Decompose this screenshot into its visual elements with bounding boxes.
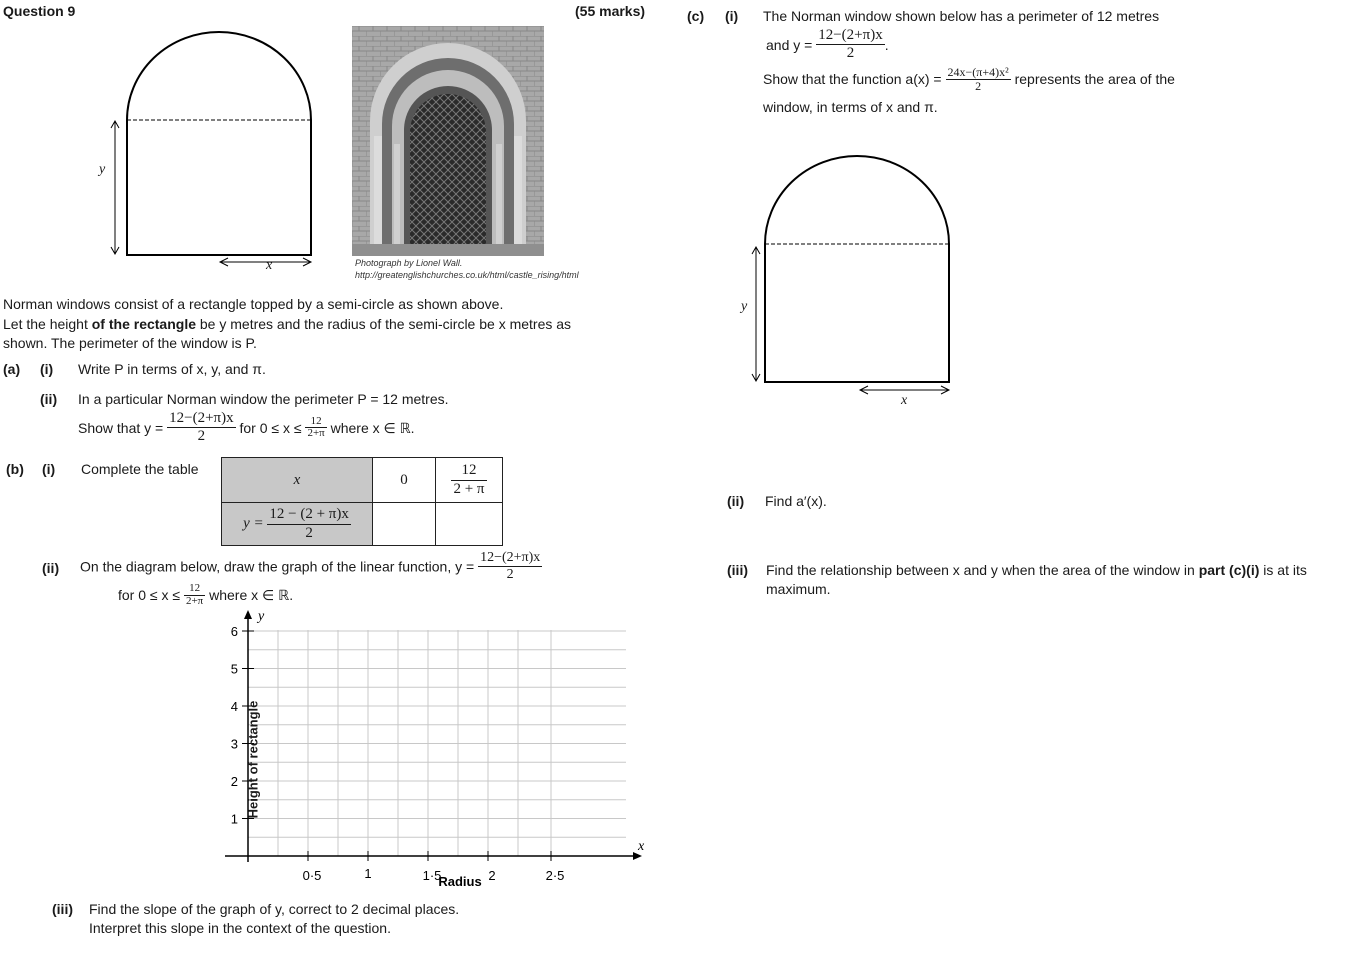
y-tick-label: 6: [230, 624, 238, 639]
x-axis-symbol: x: [638, 839, 645, 854]
x-tick-label: 0·5: [302, 868, 322, 883]
part-c-and-y: and y = $\frac{12-(2+\pi)x}{2}$ .: [766, 27, 889, 62]
fraction-num: 12−(2+π)x: [167, 410, 235, 428]
part-c-iii-text-bold: part (c)(i): [1198, 562, 1260, 578]
for-text: for 0 ≤ x ≤: [239, 419, 302, 436]
table-row-x: [222, 458, 503, 503]
y-tick-label: 2: [230, 774, 238, 789]
intro-line-2-a: Let the height: [3, 316, 92, 332]
intro-line-1: Norman windows consist of a rectangle topped by a semi-circle as shown above.: [3, 296, 504, 312]
part-a-show-that: [78, 410, 415, 446]
table-y-num: 12 − (2 + π)x: [267, 506, 350, 524]
part-b-iii-line-2: Interpret this slope in the context of the question.: [89, 920, 391, 936]
table-y-den: 2: [305, 524, 313, 541]
part-b-iii-label: (iii): [52, 901, 73, 917]
part-b-i-text: Complete the table: [81, 461, 199, 477]
part-a-i-label: (i): [40, 361, 54, 377]
part-b-ii-limit-den: 2+π: [185, 594, 204, 607]
y-axis-arrow: [244, 610, 252, 619]
part-b-ii-where: where x ∈ ℝ.: [209, 587, 294, 604]
part-c-label: (c): [687, 8, 705, 24]
part-c-i-line-3: window, in terms of x and π.: [763, 99, 938, 115]
photo-credit: Photograph by Lionel Wall.: [355, 258, 463, 268]
part-b-ii-limit: [184, 583, 205, 607]
part-b-i-label: (i): [42, 461, 56, 477]
part-b-ii-domain: [118, 583, 293, 607]
y-tick-label: 5: [230, 661, 238, 677]
table-limit-den: 2 + π: [453, 480, 485, 497]
intro-line-3: shown. The perimeter of the window is P.: [3, 335, 257, 351]
part-b-ii-label: (ii): [42, 560, 60, 576]
part-c-iii-text-c: is at its: [1259, 562, 1307, 578]
y-tick-label: 4: [230, 699, 238, 714]
area-den: 2: [975, 78, 982, 93]
part-c-represents: represents the area of the: [1014, 71, 1175, 88]
part-b-ii-fraction: [478, 550, 542, 583]
intro-line-2: [3, 316, 571, 332]
show-that-text: Show that y =: [78, 419, 164, 436]
x-tick-label: 1: [364, 866, 372, 881]
intro-line-2-c: be y metres and the radius of the semi-circle be x metres as: [196, 316, 572, 332]
part-c-iii-line-2: maximum.: [766, 581, 831, 597]
table-head-x: x: [222, 458, 373, 503]
y-tick-label: 1: [230, 811, 238, 827]
where-text: where x ∈ ℝ.: [330, 419, 415, 436]
part-c-show-text: Show that the function a(x) =: [763, 71, 942, 88]
y-axis-title: Height of rectangle: [245, 700, 261, 819]
part-c-y-num: 12−(2+π)x: [816, 27, 884, 45]
limit-num: 12: [305, 416, 326, 429]
x-axis-title: Radius: [438, 874, 482, 889]
fraction-den: 2: [197, 428, 206, 445]
part-c-iii-text-a: Find the relationship between x and y when the area of the window in: [766, 562, 1199, 578]
part-c-show-that: [763, 66, 1175, 92]
part-b-ii-num: 12−(2+π)x: [478, 550, 542, 567]
norman-doorway-photo: [352, 26, 544, 256]
right-diagram-x-label: x: [901, 393, 908, 408]
area-fraction: [946, 66, 1011, 92]
norman-window-diagram-right: [740, 155, 960, 400]
part-c-ii-label: (ii): [727, 493, 745, 509]
part-a-label: (a): [3, 361, 21, 377]
norman-window-diagram-left: [95, 28, 325, 278]
photo-url: http://greatenglishchurches.co.uk/html/castle_rising/html: [355, 270, 579, 280]
left-diagram-y-label: y: [99, 162, 106, 177]
table-cell-x0: 0: [373, 458, 436, 503]
part-b-ii-for: for 0 ≤ x ≤: [118, 587, 181, 604]
part-a-ii-label: (ii): [40, 391, 58, 407]
left-diagram-x-label: x: [266, 258, 273, 273]
part-b-ii-text-line: [80, 550, 542, 583]
fraction-limit: [305, 416, 326, 440]
table-limit-num: 12: [451, 462, 486, 480]
part-c-iii-label: (iii): [727, 562, 748, 578]
question-title: Question 9: [3, 3, 76, 19]
table-limit-fraction: [451, 462, 486, 498]
x-tick-label: 2·5: [545, 868, 565, 883]
table-cell-x-limit: [436, 458, 503, 503]
part-c-ii-text: Find a′(x).: [765, 493, 827, 509]
part-a-ii-text: In a particular Norman window the perimeter P = 12 metres.: [78, 391, 449, 407]
doorway-illustration: [352, 26, 544, 256]
area-num: 24x−(π+4)x²: [947, 65, 1009, 79]
part-c-iii-line-1: [766, 562, 1307, 578]
table-row-y: [222, 503, 503, 546]
limit-den: 2+π: [307, 427, 325, 440]
values-table: [221, 457, 503, 546]
part-c-and-text: and y =: [766, 36, 813, 53]
graph-grid[interactable]: [195, 608, 655, 893]
right-diagram-y-label: y: [741, 299, 748, 314]
table-y-fraction: [267, 506, 350, 542]
part-c-i-label: (i): [725, 8, 739, 24]
y-axis-symbol: y: [258, 609, 265, 624]
part-b-label: (b): [6, 461, 24, 477]
x-tick-label: 1·5: [422, 868, 442, 883]
part-b-iii-line-1: Find the slope of the graph of y, correct to 2 decimal places.: [89, 901, 460, 917]
intro-line-2-bold: of the rectangle: [91, 316, 196, 332]
marks-label: (55 marks): [575, 3, 646, 19]
table-head-y: [222, 503, 373, 546]
part-c-i-line-1: The Norman window shown below has a perimeter of 12 metres: [763, 8, 1160, 24]
part-b-ii-text: On the diagram below, draw the graph of the linear function, y =: [80, 558, 475, 575]
y-tick-label: 3: [230, 736, 238, 752]
part-c-y-den: 2: [846, 45, 855, 62]
part-c-y-fraction: [816, 27, 884, 63]
fraction-y: [167, 410, 235, 446]
part-b-ii-limit-num: 12: [184, 583, 205, 596]
table-answer-cell-1[interactable]: [373, 503, 436, 546]
part-b-ii-den: 2: [506, 567, 514, 583]
table-y-equals: y =: [243, 515, 264, 532]
table-answer-cell-2[interactable]: [436, 503, 503, 546]
x-tick-label: 2: [488, 868, 496, 883]
part-a-i-text: Write P in terms of x, y, and π.: [78, 361, 266, 377]
